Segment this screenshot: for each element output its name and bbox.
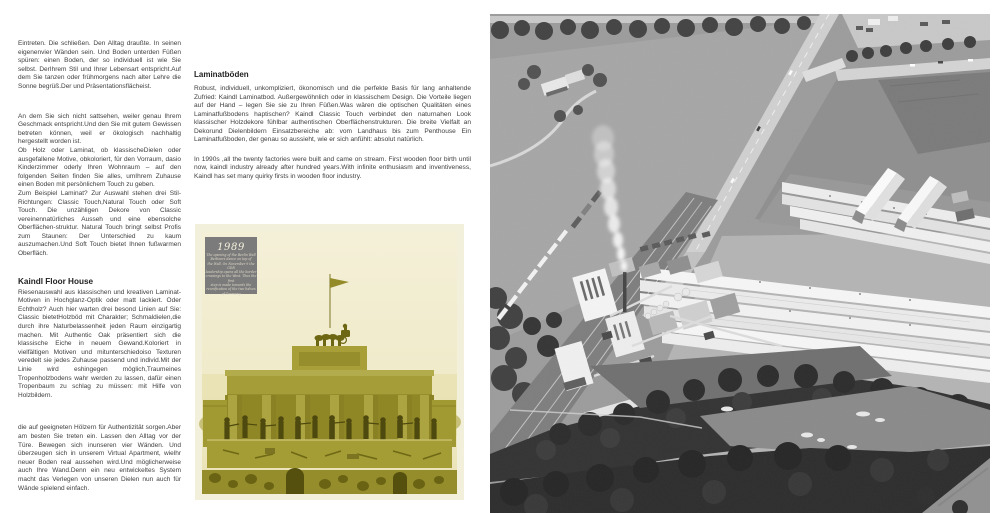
caption-line: reunification of the two halves bbox=[206, 287, 256, 292]
factory-aerial-photo bbox=[490, 14, 990, 513]
intro-paragraph: Eintreten. Die schließen. Den Alltag draußte. In seinen eigenenvier Wänden sein. Und Boden unterden Füßen spüren: einen Boden, der so individuell ist wie Sie selbst. DerIhrem Stil und Ihrer Lebensart entspricht.Auf dem Sie tanzen oder frühmorgens nach alter Lehre die Sonne begrüß.Der und Präsentationsflächeist. bbox=[18, 40, 181, 90]
caption-line: the Wall. On November 9 the GDR bbox=[207, 261, 255, 270]
kaindl-floor-house-heading: Kaindl Floor House bbox=[18, 276, 94, 286]
foreground-crowd bbox=[202, 468, 464, 494]
laminate-paragraph-de: Robust, individuell, unkompliziert, ökonomisch und die perfekte Basis für lang anhaltende Zufried: Kaindl Laminatbod. Außergewöhnlich oder in klassischem Design. Die Vorteile liegen auf der Hand – legen Sie sie zu Ihren Füßen.Was wären die optischen Qualitäten eines Laminatfußbodens haptischen? Kaindl Classic Touch verbindet den naturnahen Look klassischer Holzdekore fühlbar authentischen Oberflächenstrukturen. Die breite Vielfalt an Dekorund Dielenbildern Einsatzbereiche ab: vom Landhaus bis zum Penthouse Ein Laminatfußboden, der genau so aussieht, wie er sich anfühlt: absolut natürlich. bbox=[194, 85, 471, 143]
berlin-wall-1989-photo bbox=[195, 224, 464, 500]
closing-paragraph: die auf geeigneten Hölzern für Authentizität sorgen.Aber am besten Sie treten ein. Lassen den Alltag vor der Türe. Bewegen sich inunseren vier Wänden. Und überzeugen sich in unserem Virtual Apartment, wielhr neuer Boden real aussehen wird.Und möglicherweise auch Ihre Wand.Denn ein neu entwickeltes System macht das Verlegen von unseren Dielen nun auch für Wände spielend einfach. bbox=[18, 424, 181, 492]
body-paragraph: Ob Holz oder Laminat, ob klassischeDielen oder ausgefallene Motive, obkoloriert, für den Vorraum, dasio Kinderzimmer oderly Ihren Wohnraum – auf den folgenden Seiten finden Sie alles, umIhrem Zuhause einen Boden mit persönlichem Touch zu geben. bbox=[18, 146, 181, 189]
caption-line: step is made towards the bbox=[210, 283, 252, 288]
berlin-wall bbox=[207, 440, 452, 468]
caption-year: 1989 bbox=[217, 242, 245, 253]
grain-overlay bbox=[490, 14, 990, 513]
caption-line: The opening of the Berlin Wall bbox=[206, 253, 256, 257]
laminate-column bbox=[194, 70, 471, 181]
caption-line: of Germany bbox=[221, 291, 241, 296]
laminatboeden-heading: Laminatböden bbox=[194, 70, 249, 79]
left-text-column bbox=[18, 40, 181, 493]
photo-caption-box bbox=[205, 237, 257, 294]
caption-line: Berliners dance on top of bbox=[210, 257, 252, 262]
caption-line: crossings to the West. Thus the first bbox=[205, 274, 257, 283]
caption-line: leadership opens all the border bbox=[205, 270, 257, 275]
kaindl-paragraph: Riesenauswahl aus klassischen und kreativen Laminat-Motiven in Hochglanz-Optik oder matt lackiert. Oder Echtholz? Auch hier warten drei besond Linien auf Sie: Classic bietetHolzböd mit Charakter; Schmaldielen,die durch ihre Naturbelassenheit jeden Raum einzigartig machen. Mit Authentic Oak präsentiert sich die klassische Eiche in neuem Gewand.Koloriert in vielfältigen Motiven und mitunterschiedoiso Texturen veredelt sie jedes Zuhause passend und individ.Mit der Linie wird eshingegen möglich,Traumeines Tropenholzbodens wahr werden zu lassen, dafür einen Tropenbaum zu schlag zu müssen: mit Hilfe von Holzbildern. bbox=[18, 288, 181, 399]
body-paragraph: An dem Sie sich nicht sattsehen, weiler genau Ihrem Geschmack entspricht.Und den Sie mit gutem Gewissen betreten können, weil er ökologisch nachhaltig hergestellt worden ist. bbox=[18, 112, 181, 146]
body-paragraph: Zum Beispiel Laminat? Zur Auswahl stehen drei Stil-Richtungen: Classic Touch,Natural Touch oder Soft Touch. Die unzähligen Dekore von Classic vereinennatürliches Ausseh und eine ebensolche Oberflächen-struktur. Natural Touch bringt selbst Profis zum Staunen: Der Unterschied zu kaum auszumachen.Und Soft Touch bietet Ihnen fußwarmen Oberfläch. bbox=[18, 189, 181, 258]
laminate-paragraph-en: In 1990s ,all the twenty factories were built and came on stream. First wooden floor birth until now, kaindl industry already after hundred years.With infinite enthusiasm and inventiveness, Kaindl has set many quirky firsts in wooden floor industry. bbox=[194, 155, 471, 180]
aerial-photo-illustration bbox=[490, 14, 990, 513]
